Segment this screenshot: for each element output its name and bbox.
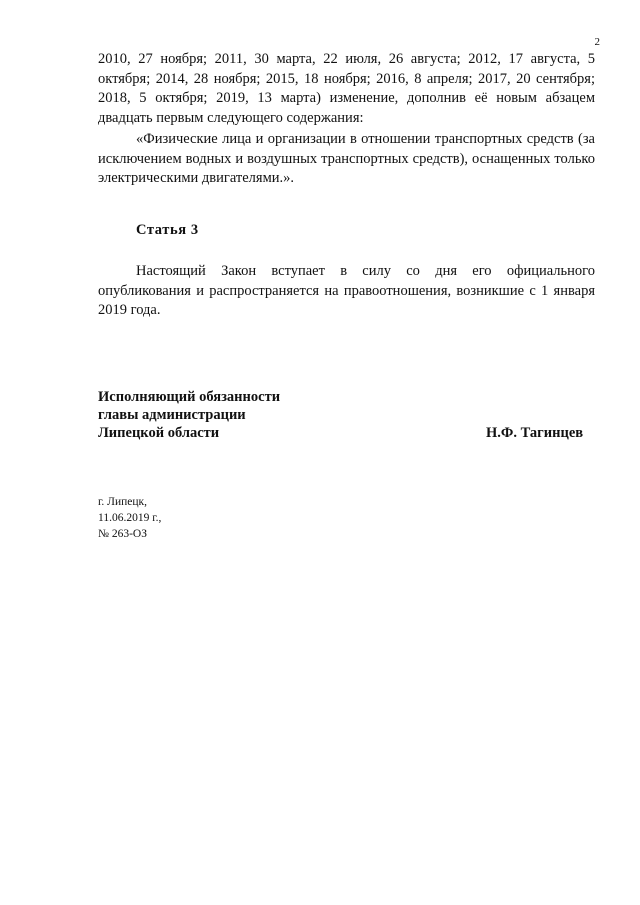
signatory-title-line-3: Липецкой области (98, 425, 220, 441)
footer-city: г. Липецк, (98, 496, 147, 508)
article-paragraph: Настоящий Закон вступает в силу со дня его официального опубликования и распространяется на правоотношения, возникшие с 1 января 2019 года. (98, 263, 595, 318)
article-heading: Статья 3 (136, 222, 199, 238)
intro-paragraph: 2010, 27 ноября; 2011, 30 марта, 22 июля, 26 августа; 2012, 17 августа, 5 октября; 2014, 28 ноября; 2015, 18 ноября; 2016, 8 апреля; 2017, 20 сентября; 2018, 5 октября; 2019, 13 марта) изменение, дополнив её новым абзацем двадцать первым следующего содержания: (98, 51, 595, 126)
footer-law-number: № 263-ОЗ (98, 528, 147, 540)
signatory-title-line-2: главы администрации (98, 407, 246, 423)
signatory-title-line-1: Исполняющий обязанности (98, 389, 281, 405)
quoted-paragraph: «Физические лица и организации в отношении транспортных средств (за исключением водных и воздушных транспортных средств), оснащенных только электрическими двигателями.». (98, 131, 595, 186)
page-number: 2 (594, 36, 600, 48)
signatory-name: Н.Ф. Тагинцев (486, 425, 584, 441)
footer-date: 11.06.2019 г., (98, 512, 162, 524)
